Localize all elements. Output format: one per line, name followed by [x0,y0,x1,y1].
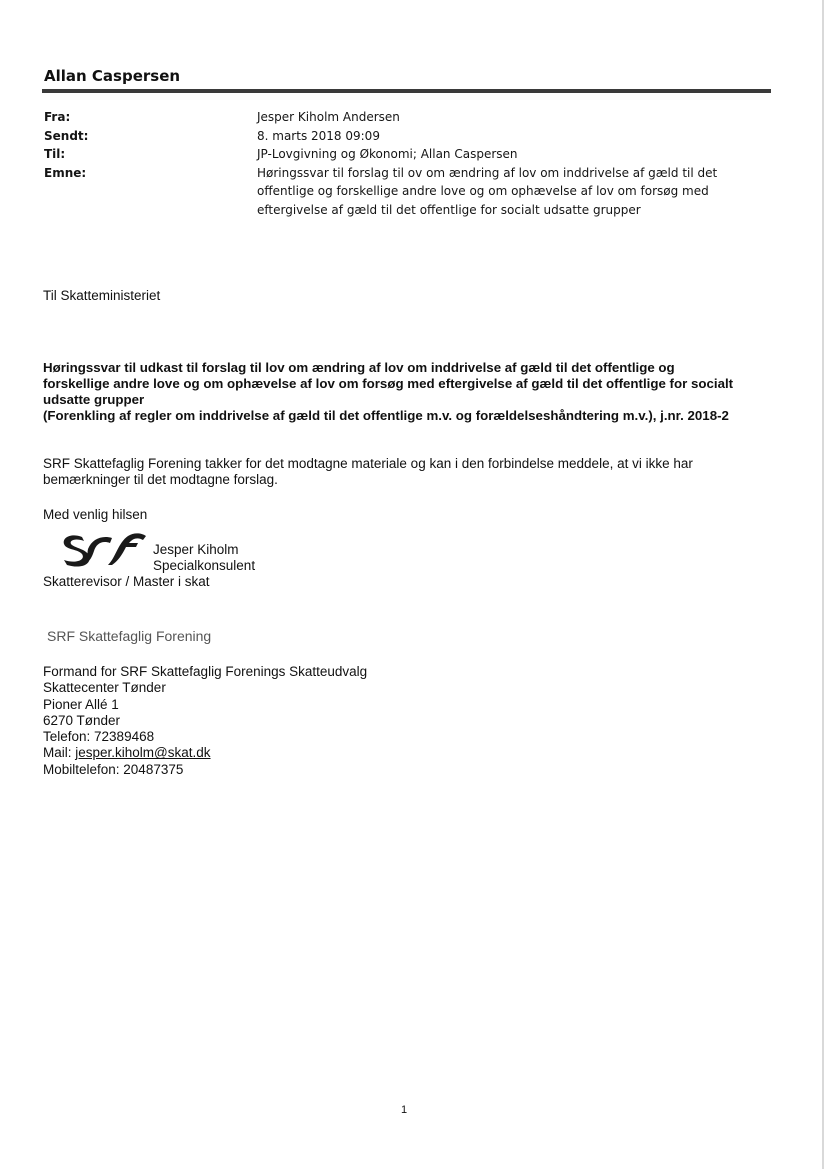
subject-value-line: eftergivelse af gæld til det offentlige for socialt udsatte grupper [257,202,641,217]
subject-value [257,164,734,220]
mail-label: Mail: [43,745,76,761]
letter-subject-line: udsatte grupper [43,392,145,407]
srf-logo-icon [58,527,150,571]
email-header-fields [44,108,734,219]
header-divider [42,89,771,93]
subject-label: Emne: [44,165,87,180]
letter-intro [43,456,743,488]
to-row [44,145,734,164]
phone-line: Telefon: 72389468 [43,729,155,745]
page-number: 1 [401,1104,408,1116]
intro-line: bemærkninger til det modtagne forslag. [43,472,278,487]
address-line: 6270 Tønder [43,712,121,728]
subject-value-line: offentlige og forskellige andre love og om ophævelse af lov om forsøg med [257,184,709,198]
letter-subject-line: (Forenkling af regler om inddrivelse af gæld til det offentlige m.v. og forældelseshåndtering m.v.), j.nr. 2018-2 [43,408,729,423]
letter-subject [43,360,778,424]
signer-name: Jesper Kiholm [153,542,239,557]
from-row [44,108,734,127]
intro-line: SRF Skattefaglig Forening takker for det modtagne materiale og kan i den forbindelse meddele, at vi ikke har [43,456,693,471]
subject-value-line: Høringssvar til forslag til ov om ændring af lov om inddrivelse af gæld til det [257,165,718,180]
mailbox-owner-name: Allan Caspersen [44,67,181,85]
address-line: Pioner Allé 1 [43,696,119,712]
organization-name: SRF Skattefaglig Forening [47,628,212,644]
signer-title: Specialkonsulent [153,558,256,573]
signer-role: Skatterevisor / Master i skat [43,574,210,589]
address-line: Formand for SRF Skattefaglig Forenings Skatteudvalg [43,664,368,679]
letter-recipient: Til Skatteministeriet [43,288,161,303]
page-edge [822,0,824,1169]
mail-line [43,745,367,761]
letter-subject-line: Høringssvar til udkast til forslag til lov om ændring af lov om inddrivelse af gæld til det offentlige og [43,360,675,375]
letter-subject-line: forskellige andre love og om ophævelse af lov om forsøg med eftergivelse af gæld til det offentlige for socialt [43,376,734,391]
sent-row [44,127,734,146]
subject-row [44,164,734,220]
to-label: Til: [44,147,66,161]
greeting: Med venlig hilsen [43,507,148,522]
from-label: Fra: [44,110,71,124]
mobile-line: Mobiltelefon: 20487375 [43,761,184,777]
address-line: Skattecenter Tønder [43,680,166,696]
from-value: Jesper Kiholm Andersen [257,110,400,124]
sent-label: Sendt: [44,128,89,143]
to-value: JP-Lovgivning og Økonomi; Allan Caspersen [257,147,518,161]
sent-value: 8. marts 2018 09:09 [257,128,380,143]
mail-link[interactable]: jesper.kiholm@skat.dk [75,745,211,761]
address-block [43,664,367,778]
